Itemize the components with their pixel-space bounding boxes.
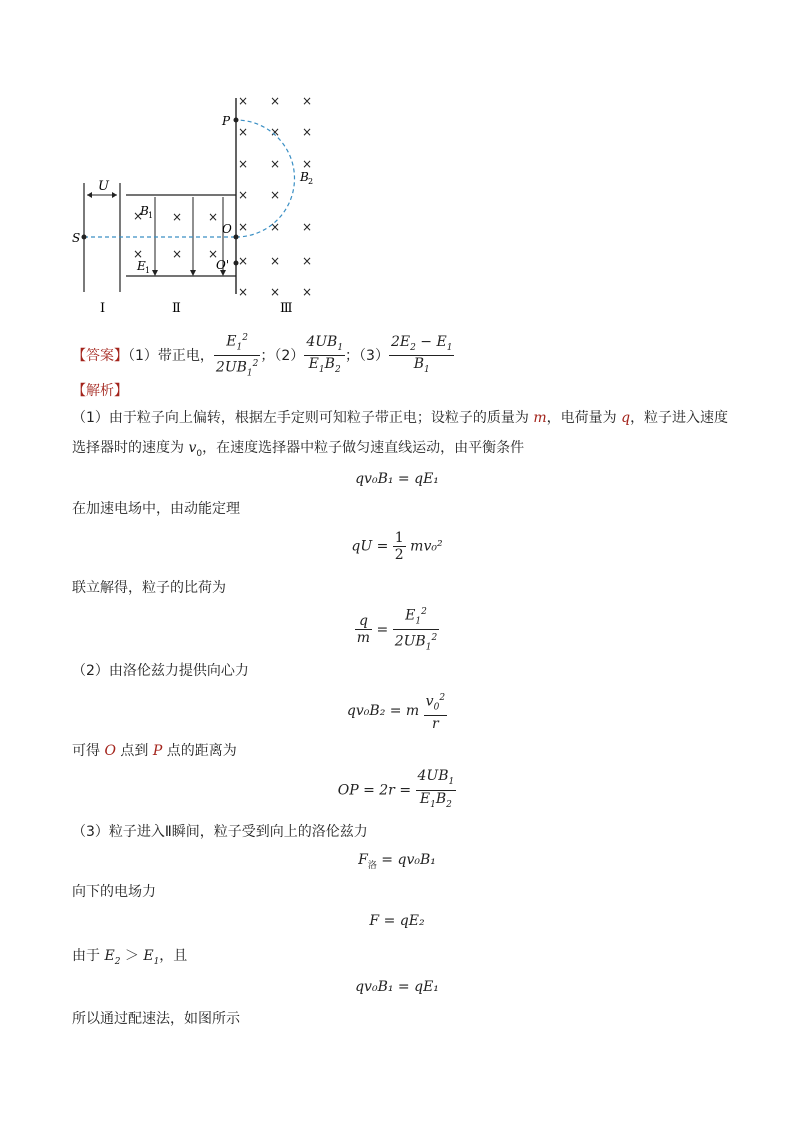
svg-text:×: × [270,285,281,299]
text-part2: （2）由洛伦兹力提供向心力 [72,663,249,679]
answer-2-fraction: $\frac{4UB_1}{E_1B_2}$ [306,333,344,376]
text-down: 向下的电场力 [72,884,156,900]
svg-text:×: × [270,254,281,268]
svg-text:×: × [172,210,183,224]
svg-text:×: × [133,247,144,261]
label-S: S [72,231,81,245]
equation-5: OP = 2r = $\frac{4UB_1}{E_1B_2}$ [337,768,455,810]
text-method: 所以通过配速法，如图所示 [72,1011,240,1027]
equation-1: qv₀B₁ = qE₁ [355,471,439,487]
svg-text:×: × [238,125,249,139]
equation-6: $F_洛 = qv_0B_1$ [358,852,436,871]
svg-text:×: × [238,220,249,234]
label-O-prime: O' [216,258,230,272]
svg-text:×: × [302,254,313,268]
svg-text:×: × [238,94,249,108]
svg-text:×: × [238,188,249,202]
answer-3-fraction: $\frac{2E_2 - E_1}{B_1}$ [390,333,453,376]
label-B1: B [140,204,149,218]
label-P: P [222,114,231,128]
text-part3: （3）粒子进入Ⅱ瞬间，粒子受到向上的洛伦兹力 [72,824,368,840]
label-U: U [98,179,109,194]
analysis-p1-line1: （1）由于粒子向上偏转，根据左手定则可知粒子带正电；设粒子的质量为 m，电荷量为 q，粒子进入速度 [72,410,729,426]
analysis-p1-line2: 选择器时的速度为 $v_0$，在速度选择器中粒子做匀速直线运动，由平衡条件 [72,440,525,459]
svg-text:1: 1 [145,266,151,275]
answer-tag: 【答案】 [72,347,128,364]
svg-text:×: × [302,220,313,234]
svg-text:2: 2 [308,177,314,186]
label-E1: E [137,259,146,273]
svg-text:×: × [208,210,219,224]
svg-text:×: × [302,285,313,299]
svg-text:×: × [238,254,249,268]
svg-text:×: × [270,188,281,202]
equation-4: qv₀B₂ = m $\frac{v_0^2}{r}$ [0,690,794,732]
svg-text:×: × [302,94,313,108]
answer-1-fraction: $\frac{E_1^2}{2UB_1^2}$ [214,330,260,382]
svg-text:×: × [302,125,313,139]
physics-diagram [60,88,340,320]
equation-2: qU = $\frac{1}{2}$ mv₀² [351,530,443,563]
analysis-tag: 【解析】 [72,383,128,399]
svg-text:×: × [238,285,249,299]
label-region3: Ⅲ [280,301,293,316]
text-since: 由于 $E_2 > E_1$，且 [72,948,188,967]
svg-text:×: × [238,157,249,171]
label-B2: B [300,170,309,184]
equation-8: qv₀B₁ = qE₁ [355,979,439,995]
svg-text:×: × [270,157,281,171]
svg-text:×: × [208,247,219,261]
svg-text:1: 1 [148,211,154,220]
text-accel: 在加速电场中，由动能定理 [72,501,240,517]
svg-text:×: × [270,94,281,108]
text-combine: 联立解得，粒子的比荷为 [72,580,226,596]
label-O: O [222,222,232,236]
svg-text:×: × [270,125,281,139]
label-region1: Ⅰ [100,301,106,316]
equation-7: F = qE₂ [369,913,425,929]
label-region2: Ⅱ [172,301,181,316]
equation-3: $\frac{q}{m}$ = $\frac{E_1^2}{2UB_1^2}$ [0,604,794,656]
svg-text:×: × [133,209,144,223]
svg-text:×: × [270,220,281,234]
svg-text:×: × [302,157,313,171]
text-op: 可得 O 点到 P 点的距离为 [72,743,237,759]
svg-text:×: × [172,247,183,261]
answer-line: 【答案】（1）带正电， $\frac{E_1^2}{2UB_1^2}$ ；（2） $\frac{4UB_1}{E_1B_2}$ ；（3） $\frac{2E_2 - E_1}{B_1}$ [72,330,454,382]
